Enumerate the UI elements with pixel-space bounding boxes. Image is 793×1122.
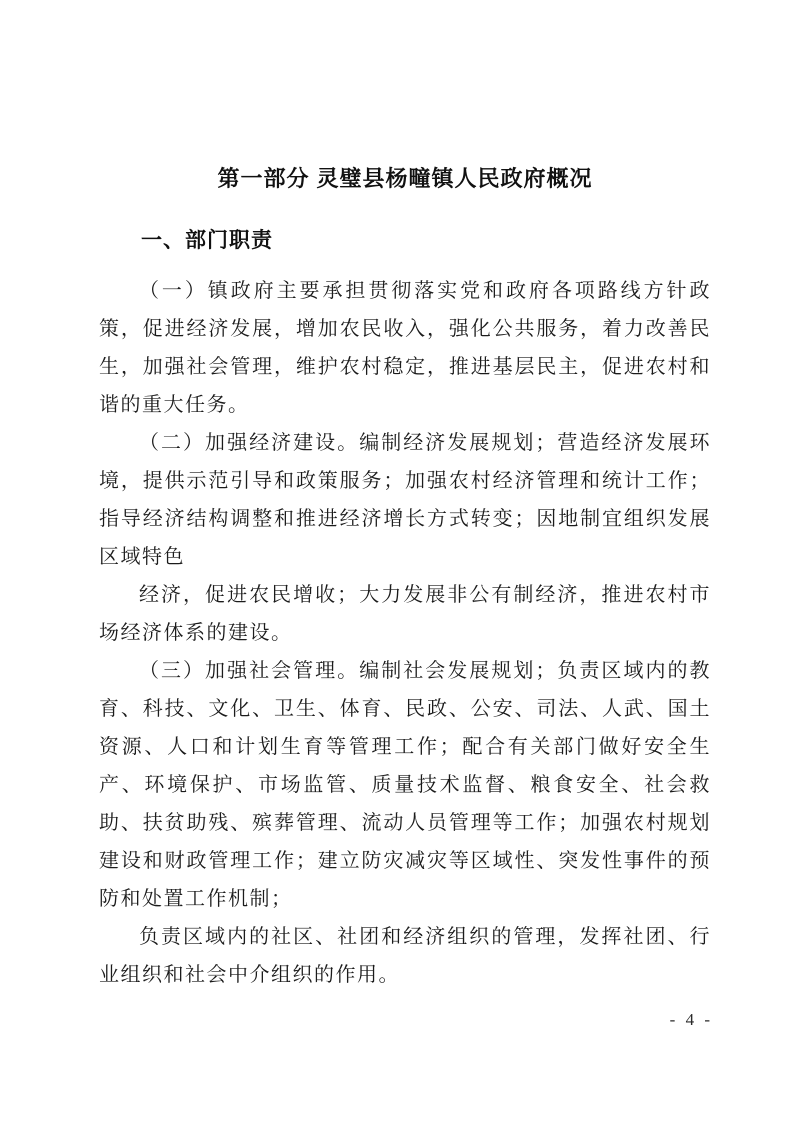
page-number: - 4 -	[669, 1010, 713, 1029]
body-paragraph: （二）加强经济建设。编制经济发展规划；营造经济发展环境，提供示范引导和政策服务；加强农村经济管理和统计工作；指导经济结构调整和推进经济增长方式转变；因地制宜组织发展区域特色	[99, 432, 711, 568]
body-paragraph: （一）镇政府主要承担贯彻落实党和政府各项路线方针政策，促进经济发展，增加农民收入，强化公共服务，着力改善民生，加强社会管理，维护农村稳定，推进基层民主，促进农村和谐的重大任务。	[99, 280, 711, 416]
page-title: 第一部分 灵璧县杨疃镇人民政府概况	[217, 166, 593, 191]
body-paragraph: （三）加强社会管理。编制社会发展规划；负责区域内的教育、科技、文化、卫生、体育、民政、公安、司法、人武、国土资源、人口和计划生育等管理工作；配合有关部门做好安全生产、环境保护、市场监管、质量技术监督、粮食安全、社会救助、扶贫助残、殡葬管理、流动人员管理等工作；加强农村规划建设和财政管理工作；建立防灾减灾等区域性、突发性事件的预防和处置工作机制；	[99, 660, 711, 910]
body-paragraph: 负责区域内的社区、社团和经济组织的管理，发挥社团、行业组织和社会中介组织的作用。	[99, 926, 711, 986]
document-content	[99, 164, 711, 994]
section-heading: 一、部门职责	[141, 229, 273, 252]
body-paragraph: 经济，促进农民增收；大力发展非公有制经济，推进农村市场经济体系的建设。	[99, 584, 711, 644]
